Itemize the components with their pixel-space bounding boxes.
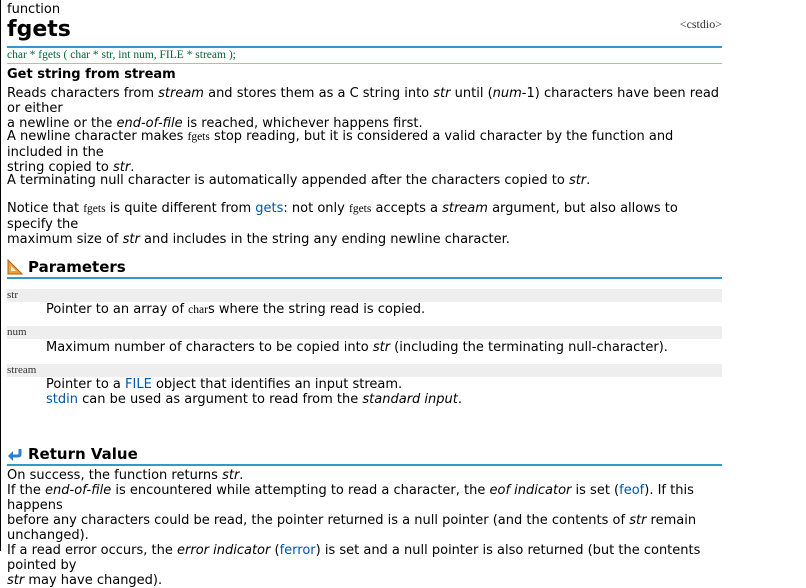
- entity-kind: function: [7, 2, 61, 17]
- description-paragraph-1: [7, 86, 722, 131]
- text: .: [239, 468, 244, 483]
- text: is quite different from: [105, 201, 256, 216]
- text: str: [112, 160, 131, 175]
- text: (: [270, 543, 280, 558]
- text: A newline character makes: [7, 129, 188, 144]
- text: A terminating null character is automatically appended after the characters copied to: [7, 173, 569, 188]
- parameters-section: [7, 258, 722, 279]
- text: ). If this happens: [7, 483, 694, 513]
- prototype: char * fgets ( char * str, int num, FILE * stream );: [7, 49, 236, 61]
- code-text: char: [188, 304, 208, 316]
- text: accepts a: [371, 201, 443, 216]
- text: str: [629, 513, 647, 528]
- text: is set (: [571, 483, 620, 498]
- text: standard input: [362, 392, 458, 407]
- text: before any characters could be read, the pointer returned is a null pointer (and the contents of: [7, 513, 630, 528]
- text: remain unchanged).: [7, 513, 697, 543]
- header-library[interactable]: <cstdio>: [679, 17, 722, 31]
- param-desc-str: [46, 302, 425, 318]
- param-name-stream: stream: [7, 364, 722, 377]
- text: may have changed).: [24, 573, 163, 588]
- text: until (: [450, 86, 493, 101]
- text: argument, but also allows to specify the: [7, 201, 678, 232]
- text: str: [7, 573, 25, 588]
- text: end-of-file: [116, 116, 183, 131]
- text: maximum size of: [7, 232, 123, 247]
- file-link[interactable]: FILE: [125, 377, 152, 392]
- text: stop reading, but it is considered a valid character by the function and included in the: [7, 129, 674, 160]
- ferror-link[interactable]: ferror: [279, 543, 316, 558]
- text: eof indicator: [489, 483, 572, 498]
- text: stream: [158, 86, 204, 101]
- text: str: [568, 173, 587, 188]
- section-title: Return Value: [28, 445, 138, 463]
- text: str: [122, 232, 140, 247]
- text: string copied to: [7, 160, 113, 175]
- return-arrow-icon: [7, 446, 23, 462]
- text: .: [586, 173, 591, 188]
- text: is encountered while attempting to read a character, the: [111, 483, 490, 498]
- description-paragraph-4: [7, 201, 722, 247]
- page-title: fgets: [7, 17, 71, 42]
- text: Pointer to a: [46, 377, 126, 392]
- text: is reached, whichever happens first.: [182, 116, 423, 131]
- text: .: [130, 160, 135, 175]
- subtitle: Get string from stream: [7, 67, 176, 82]
- text: -1) characters have been read or either: [7, 86, 720, 116]
- text: If a read error occurs, the: [7, 543, 177, 558]
- text: (including the terminating null-character).: [390, 340, 668, 355]
- text: str: [433, 86, 451, 101]
- text: a newline or the: [7, 116, 117, 131]
- text: end-of-file: [45, 483, 112, 498]
- text: and includes in the string any ending newline character.: [139, 232, 510, 247]
- description-paragraph-3: [7, 173, 722, 188]
- ruler-triangle-icon: [7, 259, 23, 275]
- text: Reads characters from: [7, 86, 159, 101]
- param-desc-stream: [46, 377, 462, 407]
- text: s where the string read is copied.: [207, 302, 426, 317]
- section-title: Parameters: [28, 258, 126, 276]
- section-rule: [7, 277, 722, 279]
- text: object that identifies an input stream.: [151, 377, 403, 392]
- text: stream: [442, 201, 488, 216]
- text: error indicator: [177, 543, 271, 558]
- text: num: [492, 86, 522, 101]
- code-text: fgets: [348, 203, 372, 215]
- param-desc-num: [46, 340, 668, 355]
- text: On success, the function returns: [7, 468, 223, 483]
- return-value-section: [7, 445, 722, 466]
- param-name-str: str: [7, 289, 722, 302]
- feof-link[interactable]: feof: [619, 483, 645, 498]
- section-rule: [7, 464, 722, 466]
- text: .: [457, 392, 463, 407]
- stdin-link[interactable]: stdin: [46, 392, 78, 407]
- code-text: fgets: [83, 203, 106, 215]
- prototype-bottom-rule: [7, 63, 722, 64]
- gets-link[interactable]: gets: [255, 201, 284, 216]
- description-paragraph-2: [7, 129, 722, 175]
- text: and stores them as a C string into: [203, 86, 434, 101]
- code-text: fgets: [187, 131, 210, 143]
- text: If the: [7, 483, 46, 498]
- text: Maximum number of characters to be copied into: [46, 340, 373, 355]
- text: str: [222, 468, 240, 483]
- param-name-num: num: [7, 326, 722, 339]
- text: str: [372, 340, 391, 355]
- text: ) is set and a null pointer is also returned (but the contents pointed by: [7, 543, 701, 573]
- text: : not only: [283, 201, 349, 216]
- text: can be used as argument to read from the: [77, 392, 363, 407]
- text: Notice that: [7, 201, 84, 216]
- return-value-text: [7, 468, 722, 588]
- left-border: [0, 0, 1, 551]
- text: Pointer to an array of: [46, 302, 189, 317]
- prototype-top-rule: [7, 46, 722, 48]
